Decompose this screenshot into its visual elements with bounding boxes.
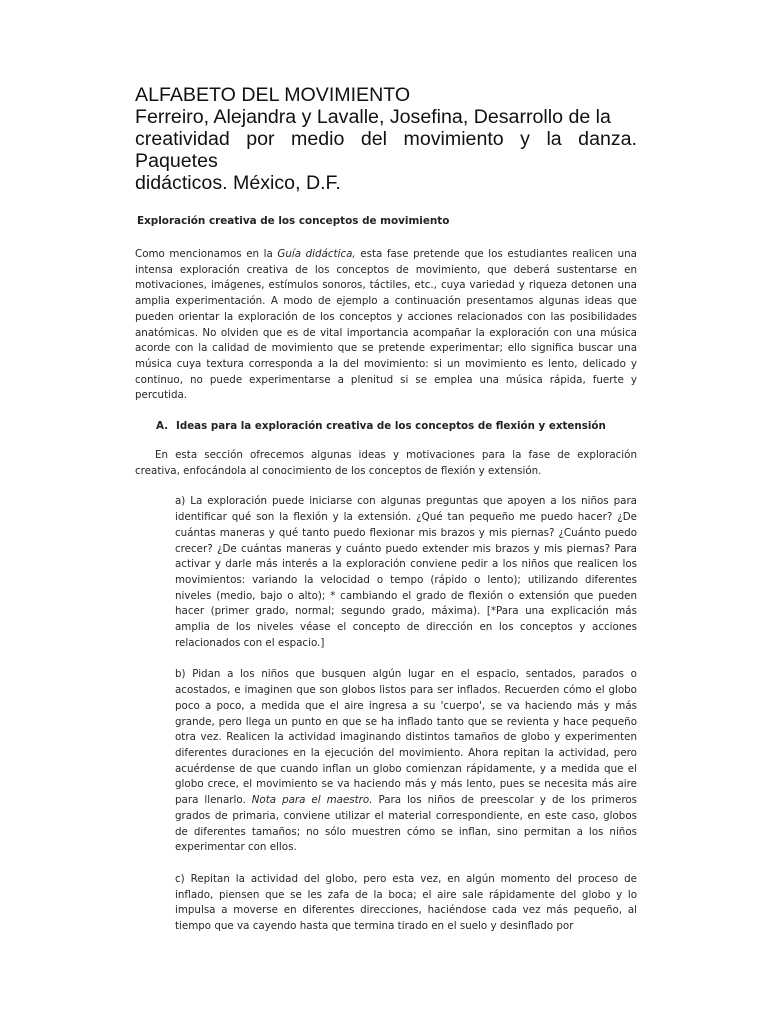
subheading-a bbox=[135, 419, 637, 433]
intro-text-rest: esta fase pretende que los estudiantes realicen una intensa exploración creativa de los conceptos de movimiento, que deberá sustentarse en motivaciones, imágenes, estímulos sonoros, táctiles, etc., cuya variedad y riqueza detonen una amplia experimentación. A modo de ejemplo a continuación presentamos algunas ideas que pueden orientar la exploración de los conceptos y acciones relacionados con las posibilidades anatómicas. No olviden que es de vital importancia acompañar la exploración con una música acorde con la calidad de movimiento que se pretende experimentar; ello significa buscar una música cuya textura corresponda a la del movimiento: si un movimiento es lento, delicado y continuo, no puede experimentarse a plenitud si se emplea una música rápida, fuerte y percutida. bbox=[135, 248, 637, 402]
item-b bbox=[175, 667, 637, 855]
item-b-text: b) Pidan a los niños que busquen algún lugar en el espacio, sentados, parados o acostados, e imaginen que son globos listos para ser inflados. Recuerden cómo el globo poco a poco, a medida que el aire ingresa a su 'cuerpo', se va haciendo más y más grande, pero llega un punto en que se ha inflado tanto que se revienta y hace pequeño otra vez. Realicen la actividad imaginando distintos tamaños de globo y experimenten diferentes duraciones en la ejecución del movimiento. Ahora repitan la actividad, pero acuérdense de que cuando inflan un globo comienzan rápidamente, y a medida que el globo crece, el movimiento se va haciendo más y más lento, pues se necesita más aire para llenarlo. bbox=[175, 668, 637, 807]
section-heading: Exploración creativa de los conceptos de movimiento bbox=[137, 215, 450, 227]
document-title: ALFABETO DEL MOVIMIENTO bbox=[135, 84, 411, 106]
intro-text-start: Como mencionamos en la bbox=[135, 248, 278, 260]
item-c: c) Repitan la actividad del globo, pero esta vez, en algún momento del proceso de inflado, piensen que se les zafa de la boca; el aire sale rápidamente del globo y lo impulsa a moverse en diferentes direcciones, haciéndose cada vez más pequeño, al tiempo que va cayendo hasta que termina tirado en el suelo y desinflado por bbox=[175, 872, 637, 933]
document-page bbox=[135, 84, 637, 935]
teacher-note-label: Nota para el maestro. bbox=[251, 794, 373, 807]
citation-line-2: creatividad por medio del movimiento y la danza. Paquetes bbox=[135, 128, 637, 172]
document-header bbox=[135, 84, 637, 194]
citation-line-3: didácticos. México, D.F. bbox=[135, 172, 341, 194]
subheading-paragraph: En esta sección ofrecemos algunas ideas y motivaciones para la fase de exploración creativa, enfocándola al conocimiento de los conceptos de flexión y extensión. bbox=[135, 449, 637, 477]
item-b-note: Para los niños de preescolar y de los primeros grados de primaria, conviene utilizar el material correspondiente, en este caso, globos de diferentes tamaños; no sólo muestren cómo se inflan, sino permitan a los niños experimentar con ellos. bbox=[175, 794, 637, 854]
intro-paragraph bbox=[135, 247, 637, 404]
guia-didactica-title: Guía didáctica, bbox=[277, 248, 356, 260]
subheading-number: A. bbox=[156, 420, 169, 433]
item-a: a) La exploración puede iniciarse con algunas preguntas que apoyen a los niños para identificar qué son la flexión y la extensión. ¿Qué tan pequeño me puedo hacer? ¿De cuántas maneras y qué tanto puedo flexionar mis brazos y mis piernas? ¿Cuánto puedo crecer? ¿De cuántas maneras y cuánto puedo extender mis brazos y mis piernas? Para activar y darle más interés a la exploración conviene pedir a los niños que realicen los movimientos: variando la velocidad o tempo (rápido o lento); utilizando diferentes niveles (medio, bajo o alto); * cambiando el grado de flexión o extensión que pueden hacer (primer grado, normal; segundo grado, máxima). [*Para una explicación más amplia de los niveles véase el concepto de dirección en los conceptos y acciones relacionados con el espacio.] bbox=[175, 495, 637, 649]
citation-line-1: Ferreiro, Alejandra y Lavalle, Josefina, Desarrollo de la bbox=[135, 106, 611, 128]
subheading-text: Ideas para la exploración creativa de los conceptos de flexión y extensión bbox=[176, 420, 606, 433]
